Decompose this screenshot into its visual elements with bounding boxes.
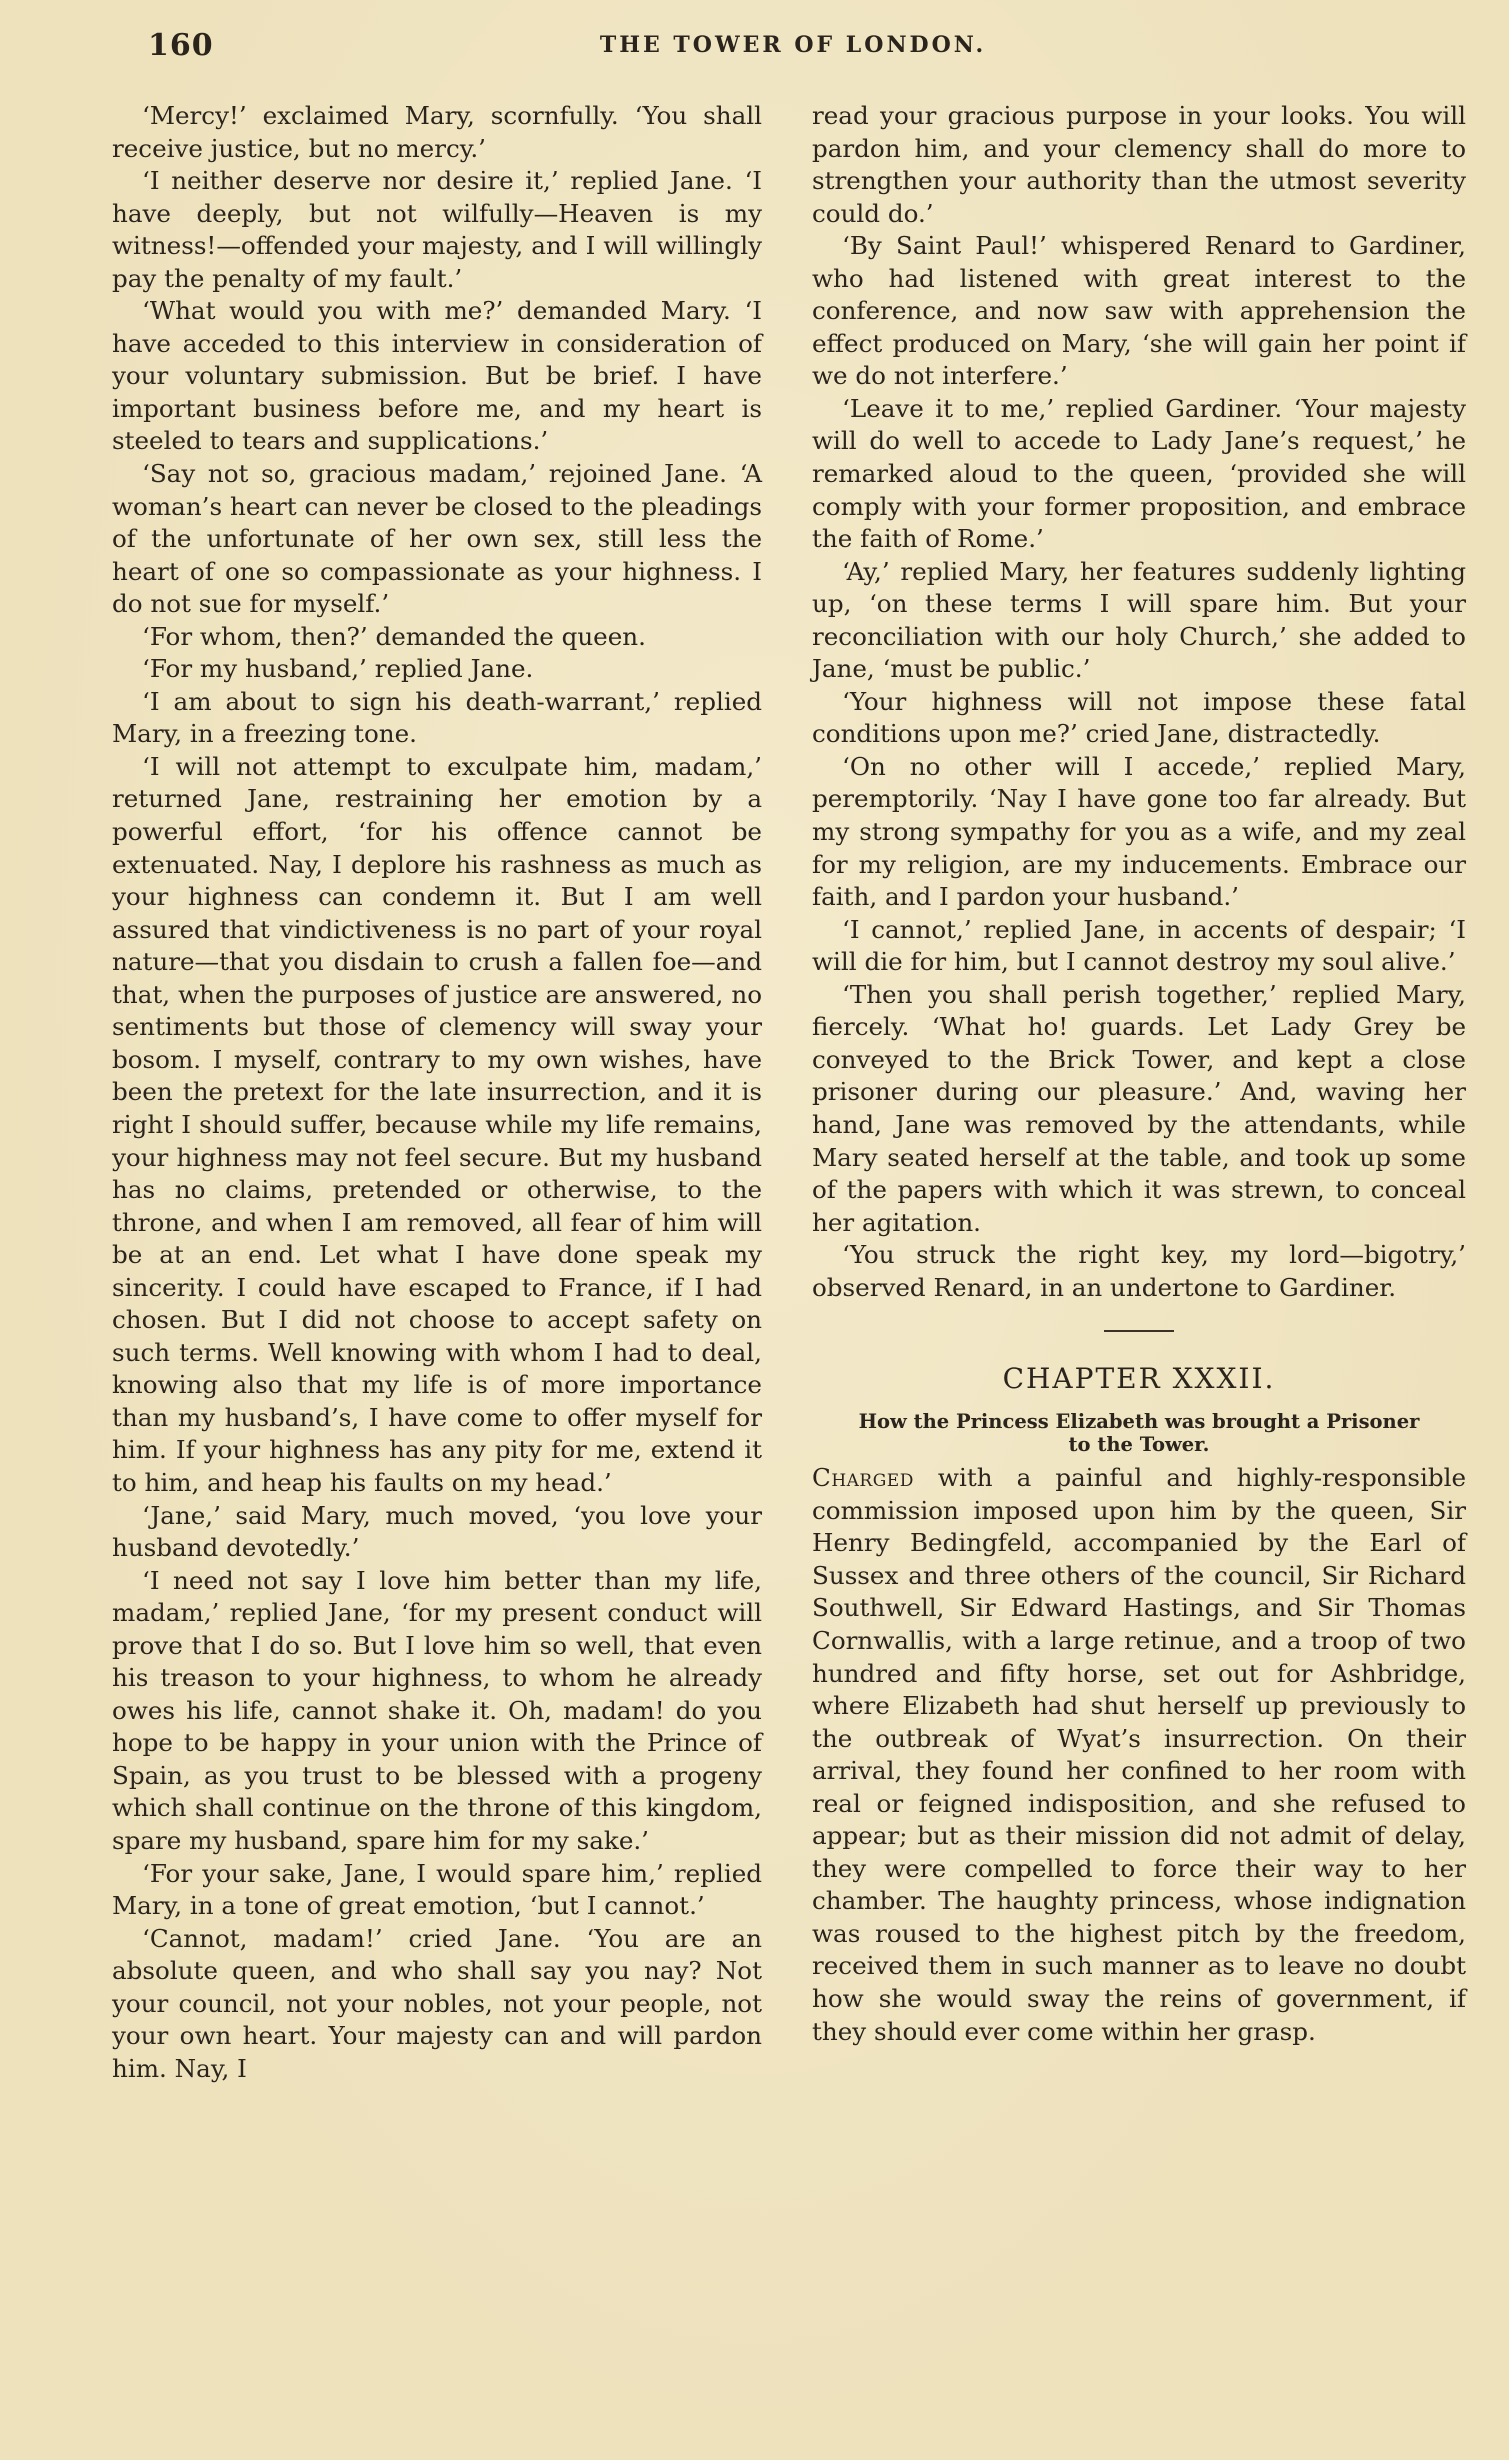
chapter-opening-paragraph: [812, 1462, 1466, 2048]
paragraph: ‘Then you shall perish together,’ replied Mary, fiercely. ‘What ho! guards. Let Lady Grey be conveyed to the Brick Tower, and kept a close prisoner during our pleasure.’ And, waving her hand, Jane was removed by the attendants, while Mary seated herself at the table, and took up some of the papers with which it was strewn, to conceal her agitation.: [812, 979, 1466, 1237]
page-number: 160: [148, 28, 214, 63]
paragraph: ‘I need not say I love him better than my life, madam,’ replied Jane, ‘for my present conduct will prove that I do so. But I love him so well, that even his treason to your highness, to whom he already owes his life, cannot shake it. Oh, madam! do you hope to be happy in your union with the Prince of Spain, as you trust to be blessed with a progeny which shall continue on the throne of this kingdom, spare my husband, spare him for my sake.’: [112, 1565, 762, 1855]
page-header: [148, 28, 1438, 74]
paragraph: ‘Jane,’ said Mary, much moved, ‘you love your husband devotedly.’: [112, 1500, 762, 1563]
paragraph: ‘Ay,’ replied Mary, her features suddenly lighting up, ‘on these terms I will spare him. But your reconciliation with our holy Church,’ she added to Jane, ‘must be public.’: [812, 556, 1466, 684]
paragraph: read your gracious purpose in your looks. You will pardon him, and your clemency shall do more to strengthen your authority than the utmost severity could do.’: [812, 101, 1466, 228]
paragraph: ‘I am about to sign his death-warrant,’ replied Mary, in a freezing tone.: [112, 686, 762, 749]
paragraph: ‘Mercy!’ exclaimed Mary, scornfully. ‘You shall receive justice, but no mercy.’: [112, 101, 762, 163]
running-title: THE TOWER OF LONDON.: [599, 32, 987, 58]
paragraph: ‘Leave it to me,’ replied Gardiner. ‘Your majesty will do well to accede to Lady Jane’s request,’ he remarked aloud to the queen, ‘provided she will comply with your former proposition, and embrace the faith of Rome.’: [812, 393, 1466, 554]
paragraph: ‘What would you with me?’ demanded Mary. ‘I have acceded to this interview in consideration of your voluntary submission. But be brief. I have important business before me, and my heart is steeled to tears and supplications.’: [112, 296, 762, 456]
left-column: [112, 100, 762, 2085]
paragraph: ‘Cannot, madam!’ cried Jane. ‘You are an absolute queen, and who shall say you nay? Not your council, not your nobles, not your people, not your own heart. Your majesty can and will pardon him. Nay, I: [112, 1923, 762, 2083]
chapter-subtitle-line: to the Tower.: [1068, 1433, 1210, 1457]
section-divider: [1104, 1330, 1174, 1332]
right-column: [812, 100, 1466, 2048]
paragraph: ‘For whom, then?’ demanded the queen.: [142, 621, 646, 651]
paragraph: ‘I cannot,’ replied Jane, in accents of despair; ‘I will die for him, but I cannot destroy my soul alive.’: [812, 914, 1466, 977]
paragraph: ‘For your sake, Jane, I would spare him,’ replied Mary, in a tone of great emotion, ‘but I cannot.’: [112, 1858, 762, 1921]
paragraph: ‘I will not attempt to exculpate him, madam,’ returned Jane, restraining her emotion by a powerful effort, ‘for his offence cannot be extenuated. Nay, I deplore his rashness as much as your highness can condemn it. But I am well assured that vindictiveness is no part of your royal nature—that you disdain to crush a fallen foe—and that, when the purposes of justice are answered, no sentiments but those of clemency will sway your bosom. I myself, contrary to my own wishes, have been the pretext for the late insurrection, and it is right I should suffer, because while my life remains, your highness may not feel secure. But my husband has no claims, pretended or otherwise, to the throne, and when I am removed, all fear of him will be at an end. Let what I have done speak my sincerity. I could have escaped to France, if I had chosen. But I did not choose to accept safety on such terms. Well knowing with whom I had to deal, knowing also that my life is of more importance than my husband’s, I have come to offer myself for him. If your highness has any pity for me, extend it to him, and heap his faults on my head.’: [112, 751, 762, 1497]
chapter-subtitle: [812, 1410, 1466, 1456]
paragraph: ‘You struck the right key, my lord—bigotry,’ observed Renard, in an undertone to Gardiner.: [812, 1240, 1466, 1302]
paragraph: ‘By Saint Paul!’ whispered Renard to Gardiner, who had listened with great interest to the conference, and now saw with apprehension the effect produced on Mary, ‘she will gain her point if we do not interfere.’: [812, 231, 1466, 391]
paragraph: ‘Say not so, gracious madam,’ rejoined Jane. ‘A woman’s heart can never be closed to the pleadings of the unfortunate of her own sex, still less the heart of one so compassionate as your highness. I do not sue for myself.’: [112, 459, 762, 619]
chapter-opening-text: with a painful and highly-responsible commission imposed upon him by the queen, Sir Henry Bedingfeld, accompanied by the Earl of Sussex and three others of the council, Sir Richard Southwell, Sir Edward Hastings, and Sir Thomas Cornwallis, with a large retinue, and a troop of two hundred and fifty horse, set out for Ashbridge, where Elizabeth had shut herself up previously to the outbreak of Wyat’s insurrection. On their arrival, they found her confined to her room with real or feigned indisposition, and she refused to appear; but as their mission did not admit of delay, they were compelled to force their way to her chamber. The haughty princess, whose indignation was roused to the highest pitch by the freedom, received them in such manner as to leave no doubt how she would sway the reins of government, if they should ever come within her grasp.: [812, 1463, 1466, 2046]
paragraph: ‘Your highness will not impose these fatal conditions upon me?’ cried Jane, distractedly.: [812, 686, 1466, 749]
chapter-opening-word: Charged: [812, 1463, 914, 1493]
paragraph: ‘For my husband,’ replied Jane.: [142, 654, 534, 684]
chapter-subtitle-line: How the Princess Elizabeth was brought a Prisoner: [858, 1410, 1420, 1434]
paragraph: ‘I neither deserve nor desire it,’ replied Jane. ‘I have deeply, but not wilfully—Heaven is my witness!—offended your majesty, and I will willingly pay the penalty of my fault.’: [112, 166, 762, 293]
chapter-title: CHAPTER XXXII.: [1002, 1362, 1276, 1396]
paragraph: ‘On no other will I accede,’ replied Mary, peremptorily. ‘Nay I have gone too far already. But my strong sympathy for you as a wife, and my zeal for my religion, are my inducements. Embrace our faith, and I pardon your husband.’: [812, 751, 1466, 912]
